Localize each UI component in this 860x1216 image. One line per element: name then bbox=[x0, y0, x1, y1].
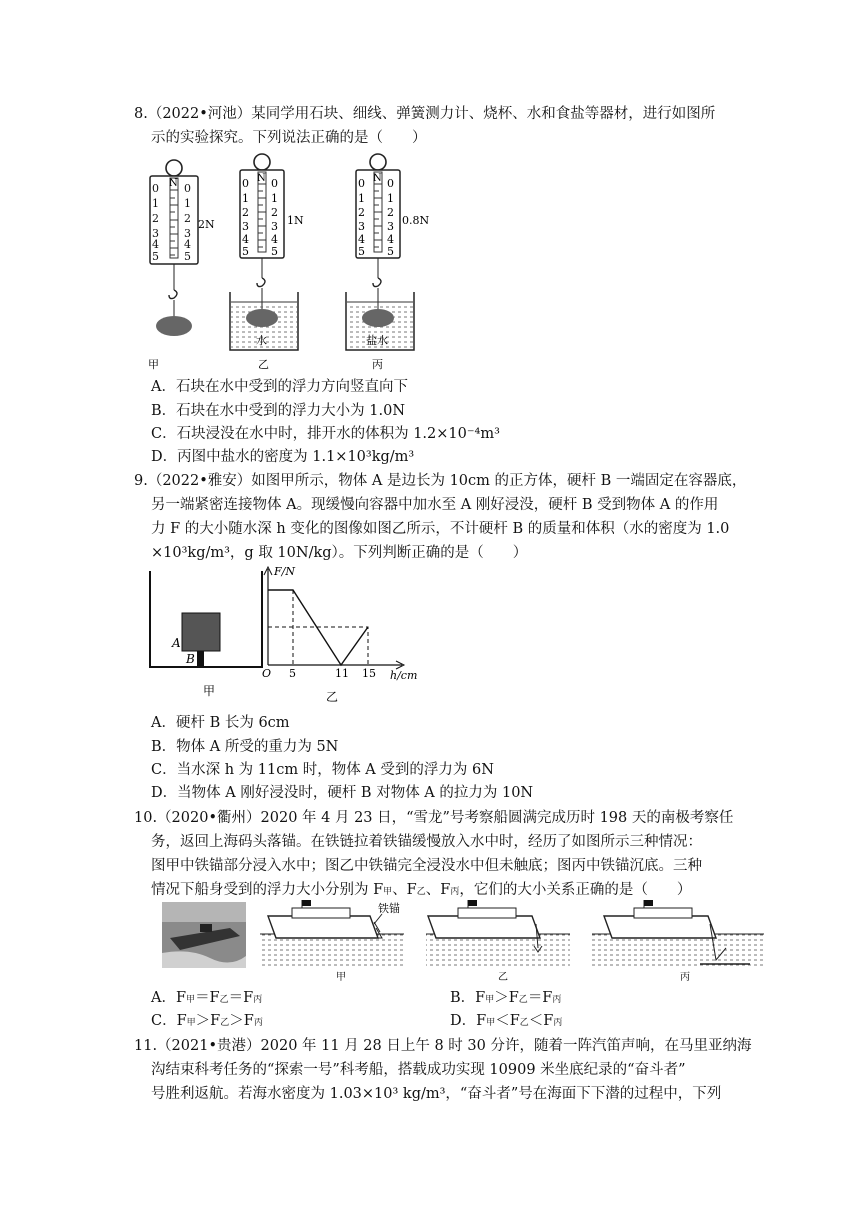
q10-ship-figure bbox=[160, 898, 770, 983]
tick-label: 4 bbox=[387, 233, 394, 246]
stem-text: ，它们的大小关系正确的是（ ） bbox=[459, 882, 692, 898]
unit-label: N bbox=[169, 178, 178, 189]
spring-scale-yi bbox=[230, 154, 304, 371]
caption-jia: 甲 bbox=[203, 684, 216, 698]
subscript: 乙 bbox=[518, 995, 528, 1005]
tick-label: 0 bbox=[387, 177, 394, 190]
reading-jia: 2N bbox=[198, 218, 215, 231]
q10-stem-line2: 务，返回上海码头落锚。在铁链拉着铁锚缓慢放入水中时，经历了如图所示三种情况： bbox=[151, 834, 702, 850]
tick-label: 5 bbox=[242, 245, 249, 258]
tick-label: 4 bbox=[271, 233, 278, 246]
q8-option-b[interactable]: B．石块在水中受到的浮力大小为 1.0N bbox=[151, 403, 406, 419]
tick-11: 11 bbox=[335, 667, 349, 680]
q9-option-b[interactable]: B．物体 A 所受的重力为 5N bbox=[151, 739, 339, 755]
stem-text: 情况下船身受到的浮力大小分别为 F bbox=[151, 882, 384, 898]
label-a: A bbox=[172, 636, 181, 650]
caption-bing: 丙 bbox=[680, 972, 690, 983]
water-label: 水 bbox=[256, 334, 267, 347]
tick-15: 15 bbox=[362, 667, 376, 680]
y-axis-label: F/N bbox=[274, 565, 295, 578]
tick-label: 5 bbox=[387, 245, 394, 258]
reading-yi: 1N bbox=[287, 214, 304, 227]
anchor-label: 铁锚 bbox=[378, 902, 400, 915]
spring-scale-jia bbox=[148, 160, 215, 371]
x-axis-label: h/cm bbox=[390, 669, 418, 682]
subscript: 甲 bbox=[186, 1018, 196, 1028]
tick-label: 3 bbox=[358, 220, 365, 233]
option-text: ＞F bbox=[494, 990, 519, 1006]
tick-label: 0 bbox=[184, 182, 191, 195]
subscript: 丙 bbox=[450, 887, 460, 897]
icebreaker-photo bbox=[162, 902, 246, 968]
origin-label: O bbox=[262, 667, 272, 680]
tick-label: 4 bbox=[152, 238, 159, 251]
tick-label: 4 bbox=[242, 233, 249, 246]
q10-option-a[interactable] bbox=[151, 988, 262, 1010]
stem-text: 、F bbox=[392, 882, 417, 898]
caption-yi: 乙 bbox=[258, 358, 269, 371]
subscript: 丙 bbox=[253, 995, 263, 1005]
tick-label: 5 bbox=[184, 250, 191, 263]
q10-stem-line3: 图甲中铁锚部分浸入水中；图乙中铁锚完全浸没水中但未触底；图丙中铁锚沉底。三种 bbox=[151, 858, 702, 874]
q11-stem-line1: 11.（2021•贵港）2020 年 11 月 28 日上午 8 时 30 分许，随着一阵汽笛声响，在马里亚纳海 bbox=[134, 1038, 752, 1054]
q9-stem-line1: 9.（2022•雅安）如图甲所示，物体 A 是边长为 10cm 的正方体，硬杆 B 一端固定在容器底， bbox=[134, 473, 747, 489]
ship-jia bbox=[260, 900, 404, 983]
unit-label: N bbox=[373, 173, 382, 184]
option-text: ＝F bbox=[228, 990, 254, 1006]
subscript: 乙 bbox=[416, 887, 426, 897]
tick-label: 4 bbox=[184, 238, 191, 251]
q9-stem-line3: 力 F 的大小随水深 h 变化的图像如图乙所示，不计硬杆 B 的质量和体积（水的密度为 1.0 bbox=[151, 521, 730, 537]
tick-label: 2 bbox=[242, 206, 249, 219]
q9-option-a[interactable]: A．硬杆 B 长为 6cm bbox=[151, 715, 290, 731]
tick-label: 3 bbox=[184, 227, 191, 240]
tick-5: 5 bbox=[289, 667, 296, 680]
q10-option-d[interactable] bbox=[450, 1011, 562, 1033]
option-text: ＜F bbox=[528, 1013, 554, 1029]
tick-label: 4 bbox=[358, 233, 365, 246]
q8-option-d[interactable]: D．丙图中盐水的密度为 1.1×10³kg/m³ bbox=[151, 449, 415, 465]
tick-label: 2 bbox=[387, 206, 394, 219]
tick-label: 1 bbox=[387, 192, 394, 205]
tick-label: 1 bbox=[358, 192, 365, 205]
tick-label: 5 bbox=[271, 245, 278, 258]
option-text: ＝F bbox=[527, 990, 553, 1006]
tick-label: 1 bbox=[271, 192, 278, 205]
q8-stem-line2: 示的实验探究。下列说法正确的是（ ） bbox=[151, 130, 427, 146]
subscript: 乙 bbox=[219, 995, 229, 1005]
subscript: 丙 bbox=[552, 995, 562, 1005]
tick-label: 1 bbox=[242, 192, 249, 205]
subscript: 甲 bbox=[486, 1018, 496, 1028]
subscript: 甲 bbox=[485, 995, 495, 1005]
reading-bing: 0.8N bbox=[402, 214, 430, 227]
subscript: 丙 bbox=[553, 1018, 563, 1028]
q10-option-c[interactable] bbox=[151, 1011, 263, 1033]
q9-figure-container bbox=[140, 565, 440, 710]
q8-option-c[interactable]: C．石块浸没在水中时，排开水的体积为 1.2×10⁻⁴m³ bbox=[151, 426, 500, 442]
tick-label: 2 bbox=[152, 212, 159, 225]
ship-bing bbox=[592, 900, 764, 983]
tick-label: 0 bbox=[358, 177, 365, 190]
option-text: B．F bbox=[450, 990, 486, 1006]
unit-label: N bbox=[257, 173, 266, 184]
tick-label: 2 bbox=[184, 212, 191, 225]
caption-bing: 丙 bbox=[372, 358, 383, 371]
q8-spring-scale-figure bbox=[140, 150, 440, 375]
option-text: D．F bbox=[450, 1013, 487, 1029]
caption-yi: 乙 bbox=[498, 972, 508, 983]
ship-yi bbox=[426, 900, 570, 983]
option-text: A．F bbox=[151, 990, 187, 1006]
tick-label: 1 bbox=[184, 197, 191, 210]
q9-stem-line2: 另一端紧密连接物体 A。现缓慢向容器中加水至 A 刚好浸没，硬杆 B 受到物体 A 的作用 bbox=[151, 497, 719, 513]
subscript: 乙 bbox=[519, 1018, 529, 1028]
q10-option-b[interactable] bbox=[450, 988, 561, 1010]
tick-label: 3 bbox=[271, 220, 278, 233]
caption-jia: 甲 bbox=[148, 358, 159, 371]
tick-label: 0 bbox=[271, 177, 278, 190]
tick-label: 5 bbox=[358, 245, 365, 258]
caption-jia: 甲 bbox=[336, 972, 346, 983]
subscript: 甲 bbox=[383, 887, 393, 897]
q9-option-d[interactable]: D．当物体 A 刚好浸没时，硬杆 B 对物体 A 的拉力为 10N bbox=[151, 785, 534, 801]
tick-label: 5 bbox=[152, 250, 159, 263]
option-text: ＞F bbox=[195, 1013, 221, 1029]
q8-option-a[interactable]: A．石块在水中受到的浮力方向竖直向下 bbox=[151, 379, 408, 395]
option-text: ＜F bbox=[495, 1013, 520, 1029]
tick-label: 1 bbox=[152, 197, 159, 210]
subscript: 甲 bbox=[186, 995, 196, 1005]
spring-scale-bing bbox=[346, 154, 429, 371]
stem-text: 、F bbox=[425, 882, 451, 898]
subscript: 丙 bbox=[253, 1018, 263, 1028]
tick-label: 0 bbox=[242, 177, 249, 190]
q10-stem-line1: 10.（2020•衢州）2020 年 4 月 23 日，“雪龙”号考察船圆满完成历时 198 天的南极考察任 bbox=[134, 810, 734, 826]
tick-label: 3 bbox=[387, 220, 394, 233]
option-text: ＞F bbox=[229, 1013, 254, 1029]
tick-label: 3 bbox=[152, 227, 159, 240]
label-b: B bbox=[186, 652, 195, 666]
option-text: C．F bbox=[151, 1013, 187, 1029]
salt-water-label: 盐水 bbox=[366, 334, 388, 347]
q9-stem-line4: ×10³kg/m³，g 取 10N/kg）。下列判断正确的是（ ） bbox=[151, 545, 528, 561]
q9-option-c[interactable]: C．当水深 h 为 11cm 时，物体 A 受到的浮力为 6N bbox=[151, 762, 494, 778]
caption-yi: 乙 bbox=[326, 690, 339, 704]
q11-stem-line3: 号胜利返航。若海水密度为 1.03×10³ kg/m³，“奋斗者”号在海面下下潜的过程中，下列 bbox=[151, 1086, 722, 1102]
tick-label: 2 bbox=[271, 206, 278, 219]
subscript: 乙 bbox=[220, 1018, 230, 1028]
tick-label: 3 bbox=[242, 220, 249, 233]
q8-stem-line1: 8.（2022•河池）某同学用石块、细线、弹簧测力计、烧杯、水和食盐等器材，进行如图所 bbox=[134, 106, 716, 122]
tick-label: 0 bbox=[152, 182, 159, 195]
q11-stem-line2: 沟结束科考任务的“探索一号”科考船，搭载成功实现 10909 米坐底纪录的“奋斗者” bbox=[151, 1062, 686, 1078]
tick-label: 2 bbox=[358, 206, 365, 219]
option-text: ＝F bbox=[195, 990, 220, 1006]
